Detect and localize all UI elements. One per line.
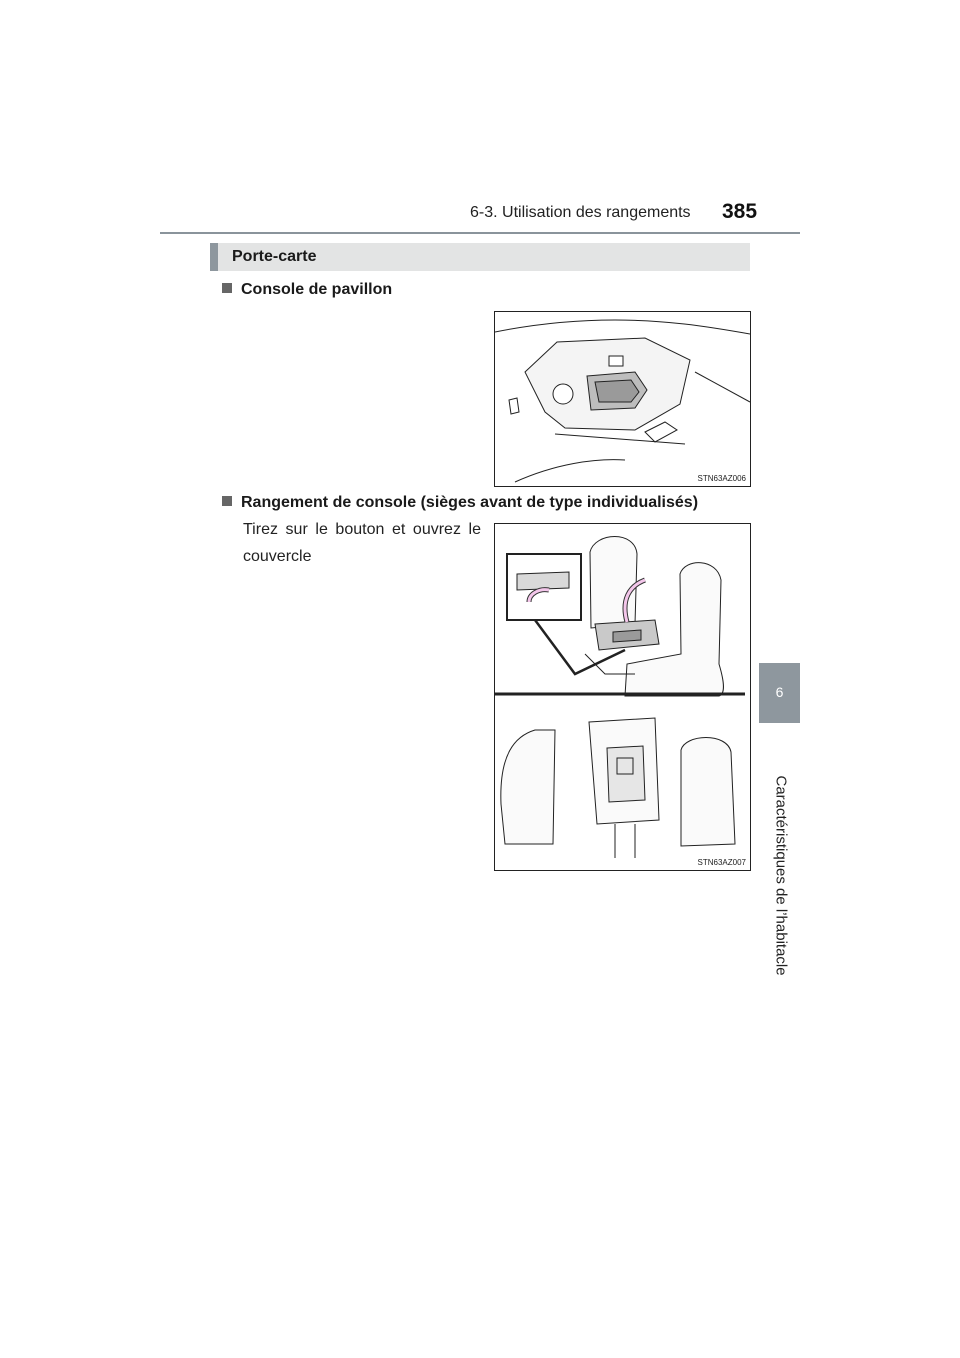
subheading-overhead-console xyxy=(222,281,392,299)
chapter-tab-label: Caractéristiques de l’habitacle xyxy=(772,775,790,976)
section-heading-bar xyxy=(210,243,750,271)
figure-console-storage xyxy=(494,523,751,871)
bullet-square-icon xyxy=(222,283,232,293)
page-header-title: 6-3. Utilisation des rangements xyxy=(470,204,691,221)
section-title: Porte-carte xyxy=(232,248,317,265)
header-divider xyxy=(160,232,800,234)
chapter-tab-number: 6 xyxy=(775,684,784,700)
subheading-text: Console de pavillon xyxy=(241,281,393,298)
instruction-text: Tirez sur le bouton et ouvrez le couvercle xyxy=(243,521,481,565)
overhead-console-illustration xyxy=(495,312,750,486)
figure-code: STN63AZ007 xyxy=(697,858,746,867)
figure-code: STN63AZ006 xyxy=(697,474,746,483)
subheading-text: Rangement de console (sièges avant de type individualisés) xyxy=(241,494,699,511)
subheading-console-storage xyxy=(222,494,698,512)
page-number: 385 xyxy=(722,200,758,223)
console-storage-illustration xyxy=(495,524,750,870)
figure-overhead-console xyxy=(494,311,751,487)
bullet-square-icon xyxy=(222,496,232,506)
